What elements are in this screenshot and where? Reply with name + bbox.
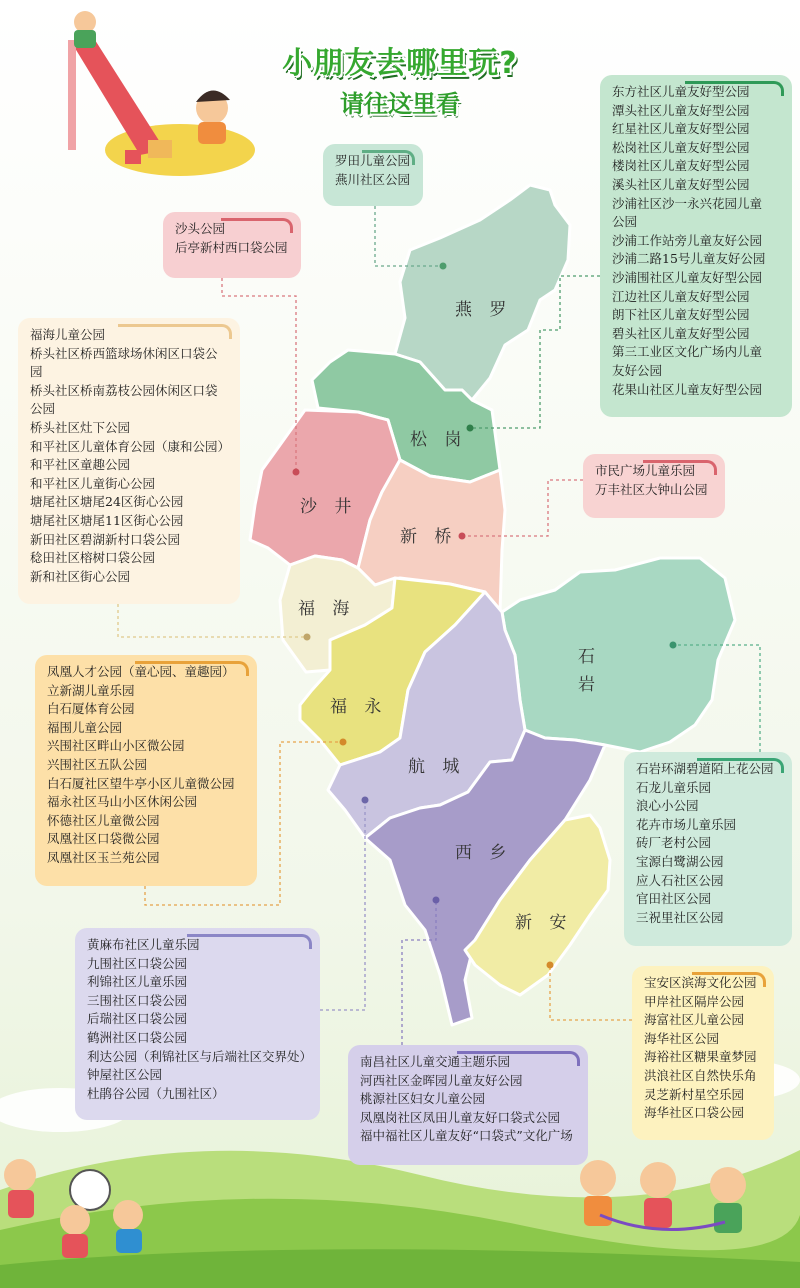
park-item: 后瑞社区口袋公园 xyxy=(87,1011,188,1027)
park-item: 利锦社区儿童乐园 xyxy=(87,974,188,990)
park-item: 海华社区口袋公园 xyxy=(644,1105,745,1121)
park-item: 立新湖儿童乐园 xyxy=(47,682,135,698)
park-list-songgang xyxy=(600,75,792,417)
park-item: 新和社区街心公园 xyxy=(30,568,131,584)
region-label-fuhai: 福 海 xyxy=(298,599,356,619)
park-item: 福海儿童公园 xyxy=(30,327,106,342)
park-list-hangcheng xyxy=(75,928,320,1120)
park-list-xinqiao xyxy=(583,454,725,518)
park-item: 凤凰社区玉兰苑公园 xyxy=(47,849,160,865)
region-label-songgang: 松 岗 xyxy=(410,430,468,450)
region-label-yanluo: 燕 罗 xyxy=(455,300,513,320)
park-item: 凤凰岗社区凤田儿童友好口袋式公园 xyxy=(360,1109,561,1125)
park-item: 桥头社区桥南荔枝公园休闲区口袋 xyxy=(30,382,218,398)
park-item: 沙浦社区沙一永兴花园儿童 xyxy=(612,195,763,211)
park-item: 黄麻布社区儿童乐园 xyxy=(87,937,200,952)
park-item: 东方社区儿童友好型公园 xyxy=(612,84,750,99)
park-item: 石龙儿童乐园 xyxy=(636,779,712,795)
park-item: 碧头社区儿童友好型公园 xyxy=(612,325,750,341)
park-item: 福永社区马山小区休闲公园 xyxy=(47,794,198,810)
park-item: 钟屋社区公园 xyxy=(87,1067,163,1083)
region-label-xinqiao: 新 桥 xyxy=(400,527,458,547)
park-item: 燕川社区公园 xyxy=(335,171,411,187)
park-list-fuhai xyxy=(18,318,240,604)
park-item: 白石厦社区望牛亭小区儿童微公园 xyxy=(47,775,235,791)
park-item: 和平社区儿童街心公园 xyxy=(30,475,156,491)
region-label-fuyong: 福 永 xyxy=(330,697,388,717)
region-label-hangcheng: 航 城 xyxy=(408,757,466,777)
park-item: 鹤洲社区口袋公园 xyxy=(87,1029,188,1045)
region-label-shiyan-2: 岩 xyxy=(578,675,601,695)
park-item: 塘尾社区塘尾11区街心公园 xyxy=(30,512,184,528)
park-item: 和平社区童趣公园 xyxy=(30,457,131,473)
park-item: 九围社区口袋公园 xyxy=(87,955,188,971)
park-item: 河西社区金晖园儿童友好公园 xyxy=(360,1072,523,1088)
park-item: 浪心小公园 xyxy=(636,798,699,814)
park-item: 沙浦二路15号儿童友好公园 xyxy=(612,251,766,267)
park-item: 罗田儿童公园 xyxy=(335,153,411,168)
park-item: 江边社区儿童友好型公园 xyxy=(612,288,750,304)
park-list-shiyan xyxy=(624,752,792,946)
park-item: 稔田社区榕树口袋公园 xyxy=(30,550,156,566)
park-item: 兴围社区五队公园 xyxy=(47,756,148,772)
park-item: 宝源白鹭湖公园 xyxy=(636,853,724,869)
park-item: 凤凰人才公园（童心园、童趣园） xyxy=(47,664,235,679)
park-item: 兴围社区畔山小区微公园 xyxy=(47,738,185,754)
park-item: 三围社区口袋公园 xyxy=(87,992,188,1008)
park-item: 怀德社区儿童微公园 xyxy=(47,812,160,828)
park-item: 石岩环湖碧道陌上花公园 xyxy=(636,761,774,776)
park-item: 沙浦工作站旁儿童友好公园 xyxy=(612,232,763,248)
park-item: 福中福社区儿童友好“口袋式”文化广场 xyxy=(360,1128,573,1144)
park-item: 白石厦体育公园 xyxy=(47,701,135,717)
page-title: 小朋友去哪里玩? xyxy=(282,46,518,81)
park-item: 花卉市场儿童乐园 xyxy=(636,816,737,832)
park-item: 沙浦围社区儿童友好型公园 xyxy=(612,269,763,285)
park-item: 甲岸社区隔岸公园 xyxy=(644,993,745,1009)
park-item: 洪浪社区自然快乐角 xyxy=(644,1067,757,1083)
park-list-yanluo xyxy=(323,144,423,206)
park-item: 砖厂老村公园 xyxy=(636,835,712,851)
park-item: 官田社区公园 xyxy=(636,891,712,907)
park-item: 新田社区碧湖新村口袋公园 xyxy=(30,531,181,547)
page-subtitle: 请往这里看 xyxy=(340,90,460,118)
park-item: 后亭新村西口袋公园 xyxy=(175,239,288,255)
park-item: 三祝里社区公园 xyxy=(636,909,724,925)
park-item: 花果山社区儿童友好型公园 xyxy=(612,381,763,397)
region-label-shiyan-1: 石 xyxy=(578,647,601,667)
park-item: 凤凰社区口袋微公园 xyxy=(47,831,160,847)
park-item: 海富社区儿童公园 xyxy=(644,1012,745,1028)
park-item: 溪头社区儿童友好型公园 xyxy=(612,176,750,192)
park-item: 应人石社区公园 xyxy=(636,872,724,888)
park-item: 利达公园（利锦社区与后端社区交界处） xyxy=(87,1048,313,1064)
park-item: 和平社区儿童体育公园（康和公园） xyxy=(30,438,231,454)
park-item: 公园 xyxy=(30,401,56,417)
park-item: 第三工业区文化广场内儿童 xyxy=(612,344,763,360)
park-list-xixiang xyxy=(348,1045,588,1165)
park-item: 海裕社区糖果童梦园 xyxy=(644,1049,757,1065)
region-shiyan xyxy=(502,558,735,752)
park-item: 红星社区儿童友好型公园 xyxy=(612,121,750,137)
park-item: 南昌社区儿童交通主题乐园 xyxy=(360,1054,511,1069)
region-label-shajing: 沙 井 xyxy=(300,497,358,517)
park-item: 友好公园 xyxy=(612,362,663,378)
park-item: 塘尾社区塘尾24区街心公园 xyxy=(30,494,184,510)
park-item: 桥头社区桥西篮球场休闲区口袋公 xyxy=(30,345,218,361)
park-item: 桃源社区妇女儿童公园 xyxy=(360,1091,486,1107)
park-item: 园 xyxy=(30,364,43,380)
park-item: 朗下社区儿童友好型公园 xyxy=(612,307,750,323)
park-item: 松岗社区儿童友好型公园 xyxy=(612,139,750,155)
park-item: 桥头社区灶下公园 xyxy=(30,419,131,435)
park-item: 杜鹃谷公园（九围社区） xyxy=(87,1085,225,1101)
park-item: 万丰社区大钟山公园 xyxy=(595,481,708,497)
park-item: 宝安区滨海文化公园 xyxy=(644,975,757,990)
park-list-shajing xyxy=(163,212,301,278)
region-label-xixiang: 西 乡 xyxy=(455,843,513,863)
park-item: 沙头公园 xyxy=(175,221,226,236)
park-item: 公园 xyxy=(612,214,638,230)
park-item: 市民广场儿童乐园 xyxy=(595,463,696,478)
park-item: 福围儿童公园 xyxy=(47,719,123,735)
park-item: 潭头社区儿童友好型公园 xyxy=(612,102,750,118)
park-item: 灵芝新村星空乐园 xyxy=(644,1086,745,1102)
park-list-fuyong xyxy=(35,655,257,886)
park-item: 海华社区公园 xyxy=(644,1030,720,1046)
park-item: 楼岗社区儿童友好型公园 xyxy=(612,158,750,174)
park-list-xinan xyxy=(632,966,774,1140)
region-label-xinan: 新 安 xyxy=(515,913,573,933)
